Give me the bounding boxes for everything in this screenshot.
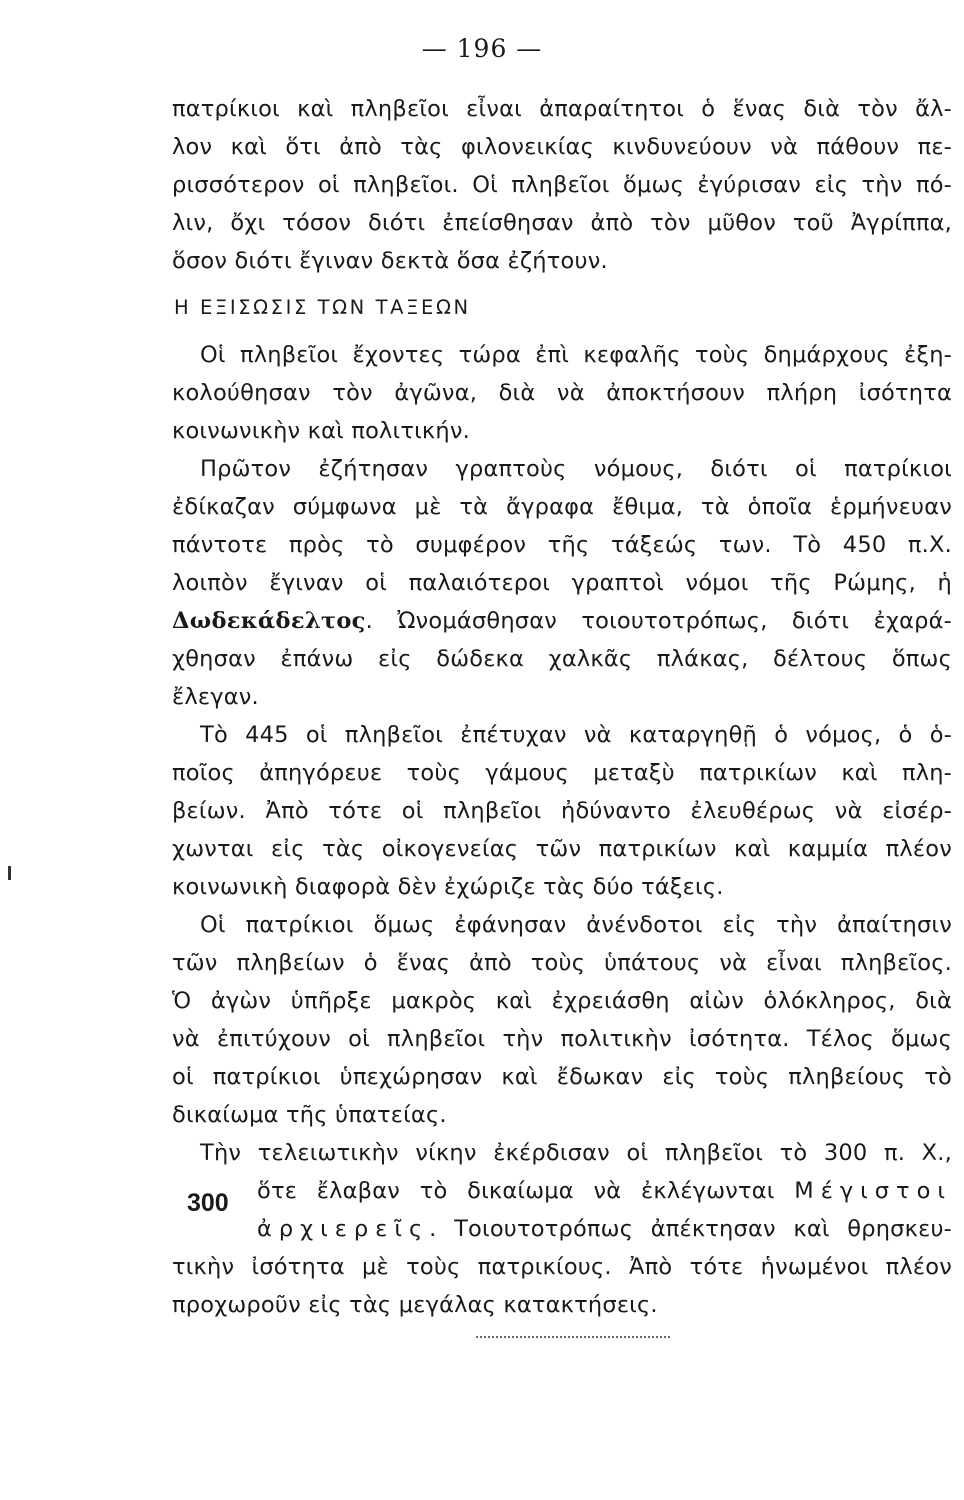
margin-mark — [8, 866, 11, 880]
text-line: ποῖος ἀπηγόρευε τοὺς γάμους μεταξὺ πατρικίων καὶ πλη- — [172, 760, 952, 786]
spaced-term: ἀρχιερεῖς — [257, 1216, 430, 1242]
text-line: χθησαν ἐπάνω εἰς δώδεκα χαλκᾶς πλάκας, δέλτους ὅπως — [172, 646, 952, 672]
section-heading: Η ΕΞΙΣΩΣΙΣ ΤΩΝ ΤΑΞΕΩΝ — [174, 296, 471, 319]
text-line: κοινωνικὴ διαφορὰ δὲν ἐχώριζε τὰς δύο τάξεις. — [172, 874, 724, 900]
text-line: πάντοτε πρὸς τὸ συμφέρον τῆς τάξεώς των. Τὸ 450 π.Χ. — [172, 532, 952, 558]
text-line: Τὸ 445 οἱ πληβεῖοι ἐπέτυχαν νὰ καταργηθῇ ὁ νόμος, ὁ ὁ- — [200, 722, 952, 748]
spaced-term: Μέγιστοι — [794, 1178, 952, 1204]
text-run: . Ὠνομάσθησαν τοιουτοτρόπως, διότι ἐχαρά- — [365, 608, 952, 634]
text-line: τῶν πληβείων ὁ ἕνας ἀπὸ τοὺς ὑπάτους νὰ εἶναι πληβεῖος. — [172, 950, 952, 976]
text-line: τικὴν ἰσότητα μὲ τοὺς πατρικίους. Ἀπὸ τότε ἡνωμένοι πλέον — [172, 1254, 952, 1280]
margin-date-note: 300 — [187, 1189, 229, 1217]
text-line: κολούθησαν τὸν ἀγῶνα, διὰ νὰ ἀποκτήσουν πλήρη ἰσότητα — [172, 380, 952, 406]
text-line: νὰ ἐπιτύχουν οἱ πληβεῖοι τὴν πολιτικὴν ἰσότητα. Τέλος ὅμως — [172, 1026, 952, 1052]
text-line: κοινωνικὴν καὶ πολιτικήν. — [172, 418, 470, 444]
text-line: λιν, ὄχι τόσον διότι ἐπείσθησαν ἀπὸ τὸν μῦθον τοῦ Ἀγρίππα, — [172, 210, 952, 236]
text-line: ἐδίκαζαν σύμφωνα μὲ τὰ ἄγραφα ἔθιμα, τὰ ὁποῖα ἑρμήνευαν — [172, 494, 952, 520]
text-run: ὅτε ἔλαβαν τὸ δικαίωμα νὰ ἐκλέγωνται — [257, 1178, 795, 1204]
text-line: Τὴν τελειωτικὴν νίκην ἐκέρδισαν οἱ πληβεῖοι τὸ 300 π. Χ., — [200, 1140, 952, 1166]
section-divider — [476, 1336, 670, 1338]
text-line: βείων. Ἀπὸ τότε οἱ πληβεῖοι ἠδύναντο ἐλευθέρως νὰ εἰσέρ- — [172, 798, 952, 824]
text-line: λον καὶ ὅτι ἀπὸ τὰς φιλονεικίας κινδυνεύουν νὰ πάθουν πε- — [172, 134, 952, 160]
text-line: ὅσον διότι ἔγιναν δεκτὰ ὅσα ἐζήτουν. — [172, 248, 608, 274]
text-line: λοιπὸν ἔγιναν οἱ παλαιότεροι γραπτοὶ νόμοι τῆς Ρώμης, ἡ — [172, 570, 952, 596]
page-number: — 196 — — [421, 34, 543, 63]
text-line: Ὁ ἀγὼν ὑπῆρξε μακρὸς καὶ ἐχρειάσθη αἰὼν ὁλόκληρος, διὰ — [172, 988, 952, 1014]
text-line: χωνται εἰς τὰς οἰκογενείας τῶν πατρικίων καὶ καμμία πλέον — [172, 836, 952, 862]
text-line: προχωροῦν εἰς τὰς μεγάλας κατακτήσεις. — [172, 1292, 658, 1318]
text-line: δικαίωμα τῆς ὑπατείας. — [172, 1102, 447, 1128]
text-run: . Τοιουτοτρόπως ἀπέκτησαν καὶ θρησκευ- — [429, 1216, 952, 1242]
text-line — [172, 606, 952, 636]
text-line — [257, 1176, 952, 1206]
text-line: Οἱ πληβεῖοι ἔχοντες τώρα ἐπὶ κεφαλῆς τοὺς δημάρχους ἐξη- — [200, 342, 952, 368]
bold-term: Δωδεκάδελτος — [172, 608, 366, 634]
text-line: οἱ πατρίκιοι ὑπεχώρησαν καὶ ἔδωκαν εἰς τοὺς πληβείους τὸ — [172, 1064, 952, 1090]
text-line — [257, 1214, 952, 1244]
text-line: Πρῶτον ἐζήτησαν γραπτοὺς νόμους, διότι οἱ πατρίκιοι — [200, 456, 952, 482]
text-line: Οἱ πατρίκιοι ὅμως ἐφάνησαν ἀνένδοτοι εἰς τὴν ἀπαίτησιν — [200, 912, 952, 938]
text-line: ρισσότερον οἱ πληβεῖοι. Οἱ πληβεῖοι ὅμως ἐγύρισαν εἰς τὴν πό- — [172, 172, 952, 198]
text-line: πατρίκιοι καὶ πληβεῖοι εἶναι ἀπαραίτητοι ὁ ἕνας διὰ τὸν ἄλ- — [172, 96, 952, 122]
text-line: ἔλεγαν. — [172, 684, 259, 710]
